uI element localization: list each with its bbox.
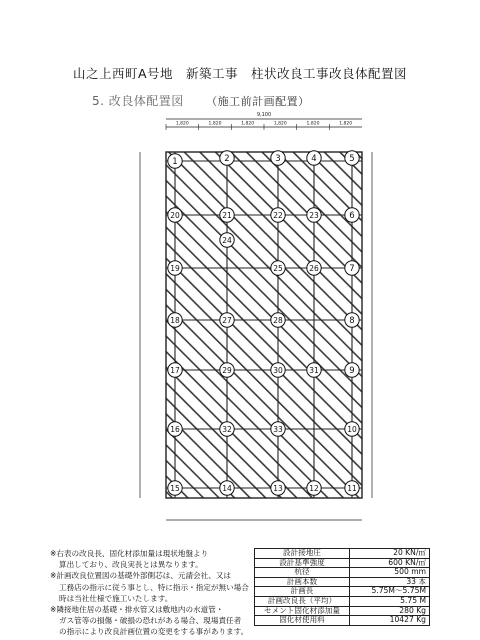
pile-marker	[307, 261, 321, 275]
pile-number: 23	[309, 211, 319, 220]
pile-number: 17	[170, 366, 180, 375]
pile-marker	[220, 363, 234, 377]
spec-key: 計画長	[255, 587, 350, 597]
spec-row	[255, 596, 430, 606]
note-line: 工務店の指示に従う事とし、特に指示・指定が無い場合	[59, 582, 249, 592]
spec-key: 設計基準強度	[255, 558, 350, 568]
dimension-segment-label: 1,820	[241, 121, 255, 127]
pile-marker	[271, 261, 285, 275]
pile-marker	[345, 151, 359, 165]
pile-number: 33	[273, 425, 283, 434]
pile-marker	[307, 481, 321, 495]
dimension-segment-label: 1,820	[306, 121, 320, 127]
spec-value: 33 本	[350, 577, 430, 587]
pile-marker	[307, 363, 321, 377]
spec-key: 固化材使用料	[255, 616, 350, 626]
pile-number: 31	[309, 366, 319, 375]
spec-key: 計画本数	[255, 577, 350, 587]
pile-marker	[271, 422, 285, 436]
pile-number: 3	[275, 154, 281, 164]
hatched-foundation-area	[166, 152, 362, 498]
pile-marker	[220, 151, 234, 165]
pile-number: 32	[222, 425, 232, 434]
dimension-segment-label: 1,820	[175, 121, 189, 127]
pile-number: 4	[311, 154, 317, 164]
pile-marker	[220, 208, 234, 222]
pile-number: 19	[170, 264, 180, 273]
spec-key: 計画改良長（平均）	[255, 596, 350, 606]
pile-marker	[345, 313, 359, 327]
pile-number: 2	[224, 154, 230, 164]
pile-number: 24	[222, 236, 232, 245]
note-line: ※計画改良位置図の基礎外部側芯は、元請会社、又は	[50, 571, 232, 581]
pile-number: 7	[349, 264, 355, 274]
pile-marker	[345, 422, 359, 436]
pile-number: 16	[170, 425, 180, 434]
pile-marker	[220, 233, 234, 247]
pile-marker	[307, 151, 321, 165]
pile-marker	[168, 422, 182, 436]
pile-number: 20	[170, 211, 180, 220]
pile-number: 27	[222, 316, 232, 325]
pile-marker	[168, 261, 182, 275]
pile-number: 26	[309, 264, 319, 273]
pile-number: 15	[170, 484, 180, 493]
spec-value: 5.75M～5.75M	[350, 587, 430, 597]
note-line: 時は当社仕様で施工いたします。	[59, 593, 173, 603]
dimension-total-label: 9,100	[256, 112, 272, 118]
note-line: 算出しており、改良実長とは異なります。	[59, 560, 203, 570]
note-line: ※右表の改良長、固化材添加量は現状地盤より	[50, 549, 209, 558]
document-title: 山之上西町A号地 新築工事 柱状改良工事改良体配置図	[72, 66, 408, 81]
pile-marker	[168, 313, 182, 327]
spec-key: 杭径	[255, 568, 350, 578]
pile-marker	[271, 151, 285, 165]
pile-marker	[271, 313, 285, 327]
pile-number: 18	[170, 316, 180, 325]
pile-number: 11	[347, 484, 357, 493]
spec-value: 20 KN/㎡	[350, 549, 430, 559]
pile-marker	[345, 208, 359, 222]
spec-row	[255, 616, 430, 626]
spec-value: 600 KN/㎡	[350, 558, 430, 568]
spec-row	[255, 549, 430, 559]
spec-key: 設計接地圧	[255, 549, 350, 559]
spec-value: 10427 Kg	[350, 616, 430, 626]
pile-number: 30	[273, 366, 283, 375]
pile-number: 29	[222, 366, 232, 375]
pile-number: 22	[273, 211, 283, 220]
pile-marker	[271, 481, 285, 495]
pile-marker	[220, 422, 234, 436]
dimension-segment-label: 1,820	[273, 121, 287, 127]
pile-marker	[220, 313, 234, 327]
pile-number: 28	[273, 316, 283, 325]
pile-marker	[168, 363, 182, 377]
pile-number: 21	[222, 211, 232, 220]
pile-marker	[307, 208, 321, 222]
pile-number: 1	[172, 157, 178, 167]
pile-marker	[271, 363, 285, 377]
section-title: 5. 改良体配置図	[92, 94, 184, 108]
pile-number: 10	[347, 425, 357, 434]
pile-number: 8	[349, 316, 355, 326]
spec-row	[255, 568, 430, 578]
pile-marker	[345, 261, 359, 275]
spec-value: 280 Kg	[350, 606, 430, 616]
notes-block	[50, 548, 260, 638]
pile-number: 13	[273, 484, 283, 493]
spec-value: 5.75 M	[350, 596, 430, 606]
note-line: ガス管等の損傷・破損の恐れがある場合、現場責任者	[59, 616, 242, 626]
spec-table	[254, 548, 430, 626]
pile-marker	[220, 481, 234, 495]
pile-number: 9	[349, 366, 355, 376]
spec-value: 500 mm	[350, 568, 430, 578]
spec-key: セメント固化材添加量	[255, 606, 350, 616]
pile-number: 14	[222, 484, 232, 493]
note-line: ※隣接地住居の基礎・排水管又は敷地内の水道管・	[50, 605, 224, 615]
pile-marker	[345, 363, 359, 377]
pile-number: 12	[309, 484, 319, 493]
pile-number: 6	[349, 211, 355, 221]
pile-marker	[168, 208, 182, 222]
pile-number: 5	[349, 154, 355, 164]
pile-marker	[345, 481, 359, 495]
section-subtitle: （施工前計画配置）	[206, 95, 310, 108]
pile-number: 25	[273, 264, 283, 273]
pile-marker	[271, 208, 285, 222]
dimension-segment-label: 1,820	[208, 121, 222, 127]
pile-marker	[168, 154, 182, 168]
dimension-segment-label: 1,820	[339, 121, 353, 127]
pile-marker	[168, 481, 182, 495]
note-line: の指示により改良計画位置の変更をする事があります。	[59, 627, 249, 637]
